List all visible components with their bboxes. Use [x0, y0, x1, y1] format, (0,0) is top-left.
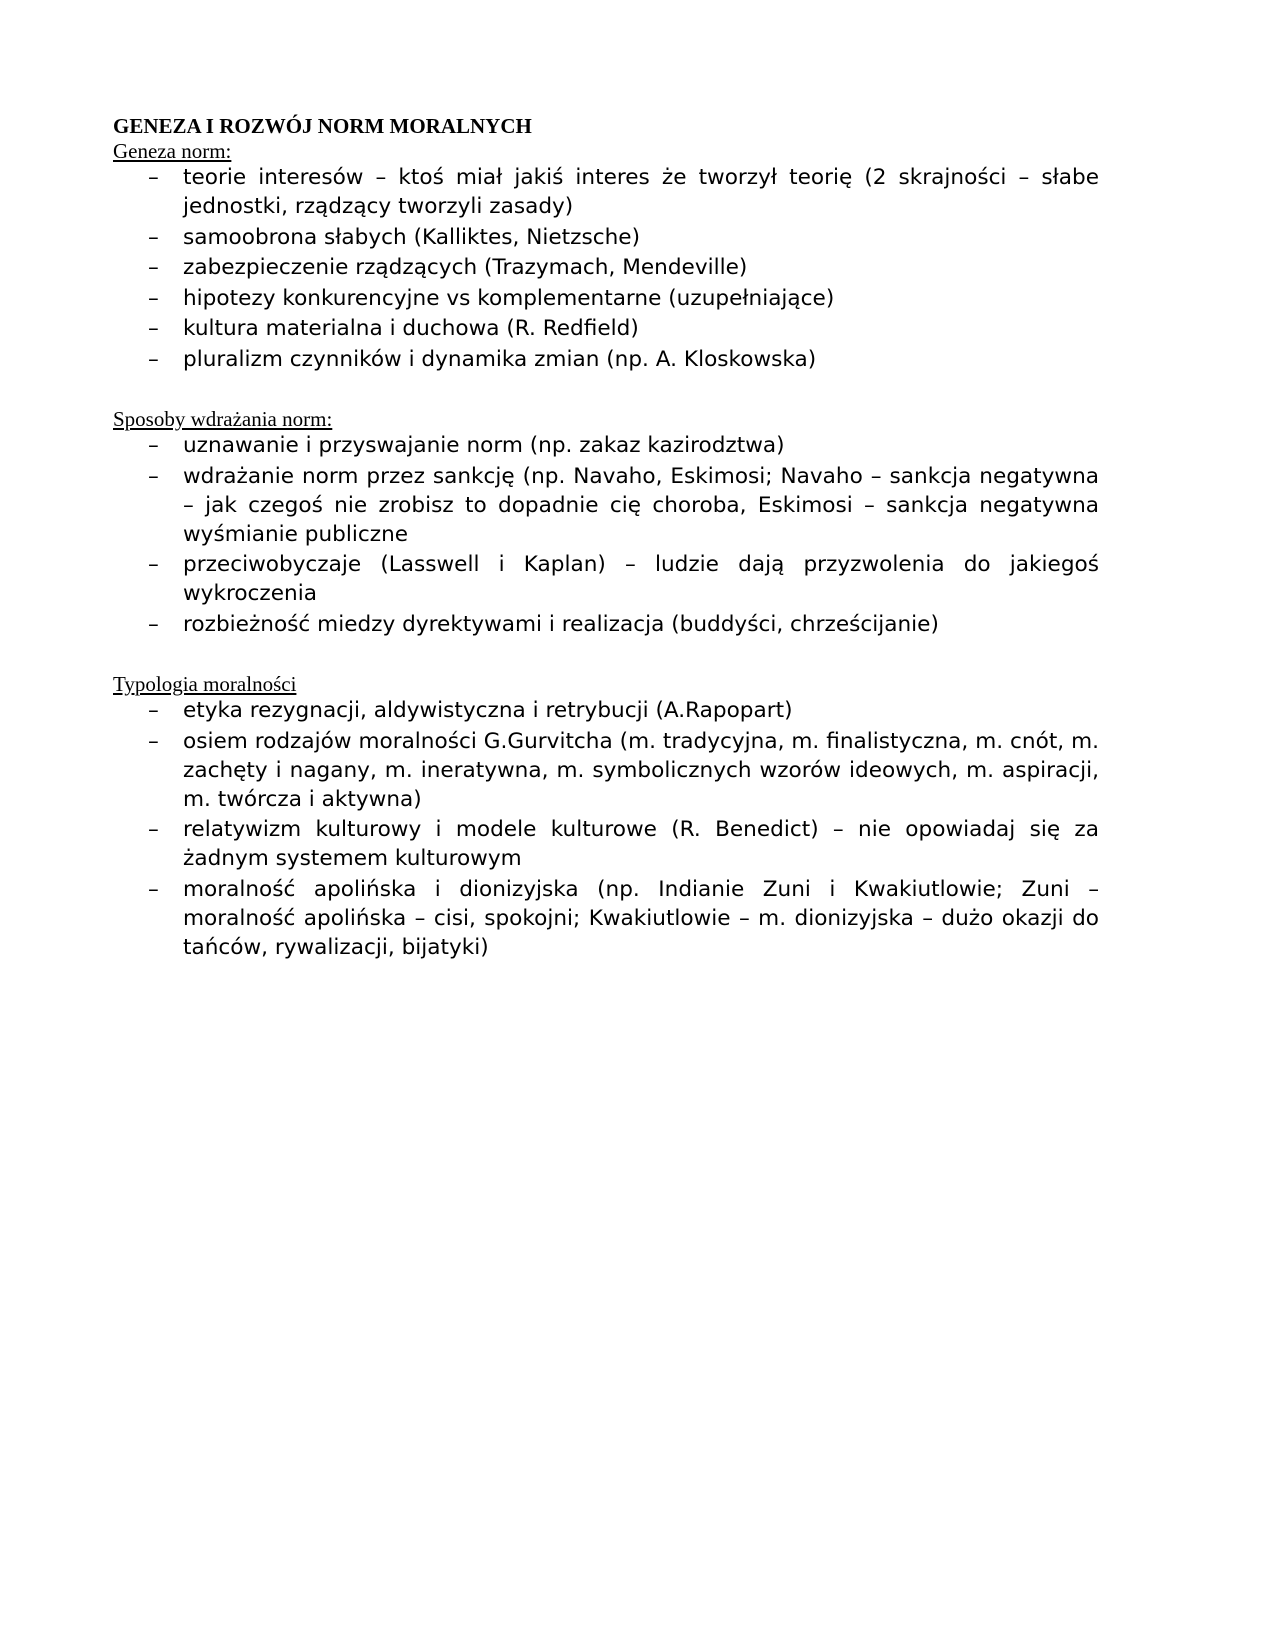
list-item: [113, 550, 1099, 608]
section-gap: [113, 375, 1099, 407]
list-item-text: przeciwobyczaje (Lasswell i Kaplan) – ludzie dają przyzwolenia do jakiegoś wykroczenia: [183, 552, 1099, 606]
list-item: [113, 284, 1099, 313]
dash-bullet-icon: –: [148, 611, 159, 637]
list-item: [113, 314, 1099, 343]
list-item-text: uznawanie i przyswajanie norm (np. zakaz kazirodztwa): [183, 433, 785, 458]
section-heading: Geneza norm:: [113, 139, 232, 163]
bullet-list: [113, 163, 1099, 374]
list-item-text: relatywizm kulturowy i modele kulturowe (R. Benedict) – nie opowiadaj się za żadnym systemem kulturowym: [183, 817, 1099, 871]
list-item-text: osiem rodzajów moralności G.Gurvitcha (m. tradycyjna, m. finalistyczna, m. cnót, m. zachęty i nagany, m. ineratywna, m. symbolicznych wzorów ideowych, m. aspiracji, m. twórcza i aktywna): [183, 728, 1099, 812]
dash-bullet-icon: –: [148, 165, 159, 190]
dash-bullet-icon: –: [148, 728, 159, 754]
list-item-text: wdrażanie norm przez sankcję (np. Navaho, Eskimosi; Navaho – sankcja negatywna – jak czegoś nie zrobisz to dopadnie cię choroba, Eskimosi – sankcja negatywna wyśmianie publiczne: [183, 463, 1099, 547]
dash-bullet-icon: –: [148, 433, 159, 458]
list-item: [113, 163, 1099, 221]
list-item: [113, 610, 1099, 639]
list-item: [113, 223, 1099, 252]
list-item: [113, 431, 1099, 460]
sections: [113, 139, 1099, 962]
dash-bullet-icon: –: [148, 817, 159, 842]
list-item: [113, 815, 1099, 873]
list-item: [113, 253, 1099, 282]
bullet-list: [113, 431, 1099, 639]
list-item-text: zabezpieczenie rządzących (Trazymach, Mendeville): [183, 255, 748, 280]
list-item-text: kultura materialna i duchowa (R. Redfield): [183, 316, 639, 341]
list-item-text: hipotezy konkurencyjne vs komplementarne (uzupełniające): [183, 285, 835, 311]
list-item: [113, 345, 1099, 374]
list-item-text: moralność apolińska i dionizyjska (np. Indianie Zuni i Kwakiutlowie; Zuni – moralność apolińska – cisi, spokojni; Kwakiutlowie – m. dionizyjska – dużo okazji do tańców, rywalizacji, bijatyki): [183, 876, 1099, 960]
list-item: [113, 727, 1099, 814]
dash-bullet-icon: –: [148, 698, 159, 723]
section-heading: Sposoby wdrażania norm:: [113, 407, 333, 431]
dash-bullet-icon: –: [148, 316, 159, 341]
list-item-text: samoobrona słabych (Kalliktes, Nietzsche): [183, 224, 641, 250]
document-page: [113, 113, 1099, 963]
list-item-text: teorie interesów – ktoś miał jakiś interes że tworzył teorię (2 skrajności – słabe jednostki, rządzący tworzyli zasady): [183, 165, 1099, 219]
list-item: [113, 696, 1099, 725]
list-item-text: etyka rezygnacji, aldywistyczna i retrybucji (A.Rapopart): [183, 698, 793, 723]
document-title: GENEZA I ROZWÓJ NORM MORALNYCH: [113, 114, 532, 138]
dash-bullet-icon: –: [148, 463, 159, 489]
list-item: [113, 462, 1099, 549]
list-item-text: pluralizm czynników i dynamika zmian (np. A. Kloskowska): [183, 346, 817, 372]
bullet-list: [113, 696, 1099, 962]
dash-bullet-icon: –: [148, 346, 159, 372]
list-item-text: rozbieżność miedzy dyrektywami i realizacja (buddyści, chrześcijanie): [183, 611, 939, 637]
dash-bullet-icon: –: [148, 552, 159, 577]
dash-bullet-icon: –: [148, 876, 159, 902]
dash-bullet-icon: –: [148, 224, 159, 250]
section-gap: [113, 640, 1099, 672]
dash-bullet-icon: –: [148, 255, 159, 280]
list-item: [113, 875, 1099, 962]
section-heading: Typologia moralności: [113, 672, 297, 696]
dash-bullet-icon: –: [148, 285, 159, 311]
